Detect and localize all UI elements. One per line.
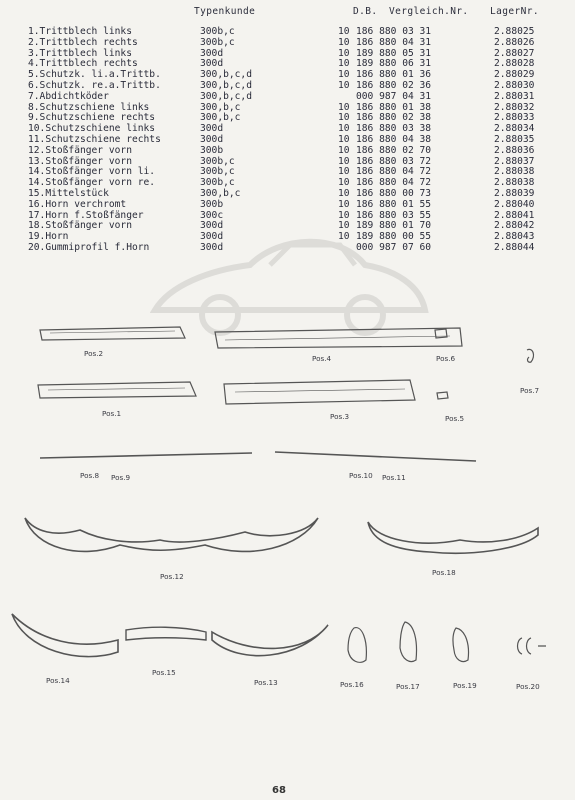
header-typenkunde: Typenkunde — [194, 6, 256, 17]
cell-db: 10 — [338, 187, 350, 199]
caption-pos6: Pos.6 — [436, 354, 456, 363]
cell-type: 300d — [200, 58, 224, 70]
caption-pos11: Pos.11 — [382, 473, 406, 482]
cell-type: 300d — [200, 47, 224, 59]
cell-lager: 2.88036 — [494, 144, 535, 156]
cell-type: 300b — [200, 198, 224, 210]
cell-type: 300d — [200, 220, 224, 232]
cell-num: 000 987 04 31 — [356, 90, 432, 102]
cell-lager: 2.88026 — [494, 36, 535, 48]
cell-db: 10 — [338, 58, 350, 70]
cell-db: 10 — [338, 69, 350, 81]
cell-name: 17.Horn f.Stoßfänger — [28, 209, 144, 221]
cell-num: 189 880 05 31 — [356, 47, 432, 59]
caption-pos12: Pos.12 — [160, 572, 184, 581]
cell-db: 10 — [338, 144, 350, 156]
cell-num: 186 880 04 72 — [356, 166, 432, 178]
cell-lager: 2.88028 — [494, 58, 535, 70]
cell-db: 10 — [338, 220, 350, 232]
caption-pos9: Pos.9 — [111, 473, 131, 482]
cell-db: 10 — [338, 36, 350, 48]
caption-pos19: Pos.19 — [453, 681, 477, 690]
caption-pos10: Pos.10 — [349, 471, 373, 480]
caption-pos18: Pos.18 — [432, 568, 456, 577]
cell-name: 8.Schutzschiene links — [28, 101, 150, 113]
cell-type: 300b — [200, 144, 224, 156]
part-pos17-drawing — [400, 622, 417, 662]
cell-num: 186 880 01 55 — [356, 198, 432, 210]
cell-name: 18.Stoßfänger vorn — [28, 220, 132, 232]
cell-num: 186 880 02 36 — [356, 79, 432, 91]
cell-lager: 2.88043 — [494, 231, 535, 243]
cell-type: 300,b,c,d — [200, 90, 252, 102]
cell-lager: 2.88035 — [494, 133, 535, 145]
part-pos7-drawing — [527, 349, 534, 362]
part-pos2-drawing — [40, 327, 185, 340]
caption-pos1: Pos.1 — [102, 409, 122, 418]
part-pos5-drawing — [437, 392, 448, 399]
cell-db: 10 — [338, 112, 350, 124]
cell-num: 186 880 04 72 — [356, 177, 432, 189]
part-pos3-drawing — [224, 380, 415, 404]
cell-num: 186 880 01 36 — [356, 69, 432, 81]
caption-pos3: Pos.3 — [330, 412, 350, 421]
cell-name: 1.Trittblech links — [28, 26, 132, 37]
cell-lager: 2.88041 — [494, 209, 535, 221]
part-pos18-drawing — [368, 522, 538, 553]
cell-db: 10 — [338, 47, 350, 59]
cell-num: 189 880 00 55 — [356, 231, 432, 243]
cell-num: 189 880 01 70 — [356, 220, 432, 232]
cell-type: 300b,c — [200, 26, 235, 37]
header-vergleich: Vergleich.Nr. — [389, 6, 469, 17]
part-pos16-drawing — [348, 628, 366, 663]
cell-num: 186 880 04 31 — [356, 36, 432, 48]
cell-type: 300,b,c,d — [200, 79, 252, 91]
cell-lager: 2.88042 — [494, 220, 535, 232]
cell-name: 7.Abdichtköder — [28, 90, 109, 102]
cell-db: 10 — [338, 101, 350, 113]
cell-name: 9.Schutzschiene rechts — [28, 112, 156, 124]
cell-type: 300b,c — [200, 155, 235, 167]
header-lager: LagerNr. — [490, 6, 539, 17]
cell-type: 300b,c — [200, 177, 235, 189]
cell-lager: 2.88039 — [494, 187, 535, 199]
part-pos8-9-drawing — [40, 453, 252, 458]
cell-name: 5.Schutzk. li.a.Trittb. — [28, 69, 161, 81]
cell-lager: 2.88044 — [494, 241, 535, 253]
cell-lager: 2.88037 — [494, 155, 535, 167]
cell-db: 10 — [338, 198, 350, 210]
cell-db: 10 — [338, 26, 350, 37]
cell-lager: 2.88030 — [494, 79, 535, 91]
cell-lager: 2.88040 — [494, 198, 535, 210]
caption-pos15: Pos.15 — [152, 668, 176, 677]
cell-name: 6.Schutzk. re.a.Trittb. — [28, 79, 161, 91]
page-number: 68 — [272, 785, 286, 796]
cell-num: 186 880 03 31 — [356, 26, 432, 37]
header-db: D.B. — [353, 6, 378, 17]
cell-type: 300d — [200, 231, 224, 243]
cell-lager: 2.88027 — [494, 47, 535, 59]
cell-type: 300d — [200, 123, 224, 135]
cell-type: 300c — [200, 209, 224, 221]
caption-pos2: Pos.2 — [84, 349, 104, 358]
cell-lager: 2.88038 — [494, 166, 535, 178]
cell-name: 13.Stoßfänger vorn — [28, 155, 132, 167]
cell-num: 189 880 06 31 — [356, 58, 432, 70]
caption-pos5: Pos.5 — [445, 414, 465, 423]
part-pos20-drawing — [518, 638, 547, 654]
cell-name: 15.Mittelstück — [28, 187, 109, 199]
cell-num: 186 880 03 72 — [356, 155, 432, 167]
cell-name: 14.Stoßfänger vorn re. — [28, 177, 156, 189]
cell-name: 12.Stoßfänger vorn — [28, 144, 132, 156]
part-pos12-drawing — [25, 518, 318, 551]
cell-db: 10 — [338, 155, 350, 167]
part-pos6-drawing — [435, 329, 447, 338]
cell-lager: 2.88032 — [494, 101, 535, 113]
cell-lager: 2.88033 — [494, 112, 535, 124]
cell-db: 10 — [338, 177, 350, 189]
part-pos13-drawing — [212, 625, 328, 656]
caption-pos13: Pos.13 — [254, 678, 278, 687]
caption-pos16: Pos.16 — [340, 680, 364, 689]
caption-pos8: Pos.8 — [80, 471, 100, 480]
cell-type: 300,b,c — [200, 112, 241, 124]
cell-db: 10 — [338, 231, 350, 243]
cell-name: 4.Trittblech rechts — [28, 58, 138, 70]
cell-name: 20.Gummiprofil f.Horn — [28, 241, 150, 253]
cell-lager: 2.88025 — [494, 26, 535, 37]
cell-type: 300,b,c — [200, 101, 241, 113]
cell-num: 186 880 01 38 — [356, 101, 432, 113]
cell-name: 16.Horn verchromt — [28, 198, 127, 210]
cell-db: 10 — [338, 209, 350, 221]
caption-pos14: Pos.14 — [46, 676, 70, 685]
caption-pos20: Pos.20 — [516, 682, 540, 691]
part-pos10-11-drawing — [275, 452, 476, 461]
cell-num: 000 987 07 60 — [356, 241, 432, 253]
cell-num: 186 880 00 73 — [356, 187, 432, 199]
caption-pos7: Pos.7 — [520, 386, 540, 395]
cell-type: 300d — [200, 241, 224, 253]
cell-db: 10 — [338, 123, 350, 135]
cell-name: 2.Trittblech rechts — [28, 36, 138, 48]
cell-num: 186 880 02 70 — [356, 144, 432, 156]
cell-type: 300b,c — [200, 36, 235, 48]
cell-name: 11.Schutzschiene rechts — [28, 133, 161, 145]
part-pos14-drawing — [12, 614, 118, 657]
cell-type: 300,b,c — [200, 187, 241, 199]
part-pos19-drawing — [453, 628, 469, 662]
cell-name: 19.Horn — [28, 231, 69, 243]
cell-name: 14.Stoßfänger vorn li. — [28, 166, 156, 178]
cell-db: 10 — [338, 133, 350, 145]
cell-lager: 2.88031 — [494, 90, 535, 102]
part-pos15-drawing — [126, 627, 206, 640]
cell-name: 3.Trittblech links — [28, 47, 132, 59]
cell-num: 186 880 03 55 — [356, 209, 432, 221]
cell-lager: 2.88034 — [494, 123, 535, 135]
cell-num: 186 880 03 38 — [356, 123, 432, 135]
cell-num: 186 880 04 38 — [356, 133, 432, 145]
cell-lager: 2.88038 — [494, 177, 535, 189]
cell-lager: 2.88029 — [494, 69, 535, 81]
cell-type: 300d — [200, 133, 224, 145]
caption-pos4: Pos.4 — [312, 354, 332, 363]
caption-pos17: Pos.17 — [396, 682, 420, 691]
cell-type: 300b,c — [200, 166, 235, 178]
cell-db: 10 — [338, 166, 350, 178]
cell-name: 10.Schutzschiene links — [28, 123, 156, 135]
cell-type: 300,b,c,d — [200, 69, 252, 81]
cell-db: 10 — [338, 79, 350, 91]
cell-num: 186 880 02 38 — [356, 112, 432, 124]
